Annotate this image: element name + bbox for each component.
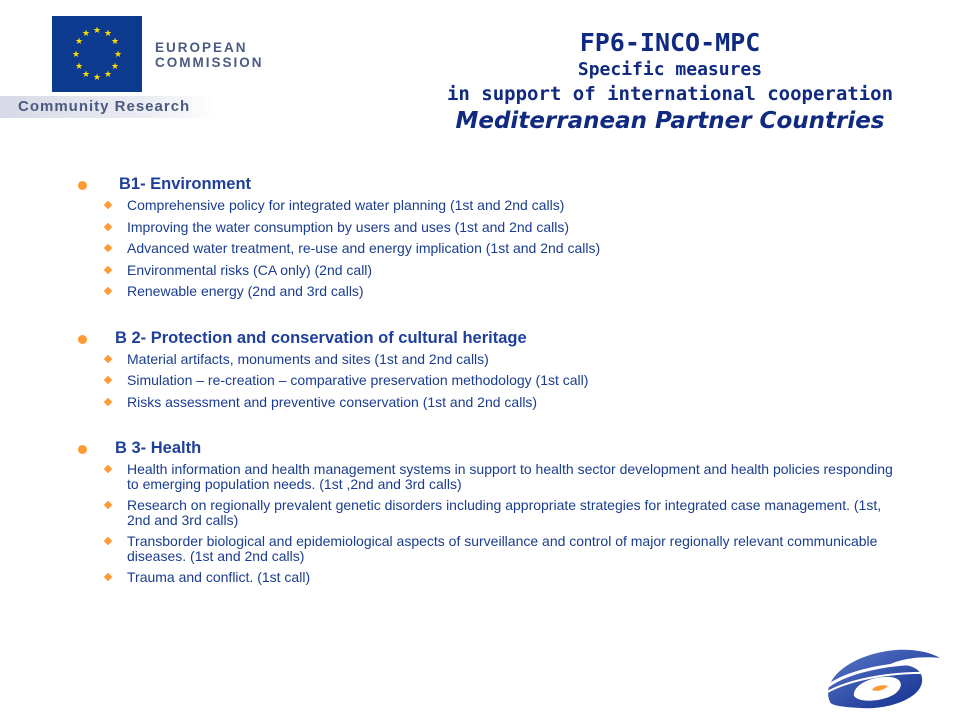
section-b1 — [78, 175, 898, 299]
svg-text:★: ★ — [92, 26, 102, 36]
fp6-logo-icon — [810, 640, 950, 714]
svg-text:★: ★ — [113, 50, 123, 60]
list-item — [105, 462, 898, 491]
section-b2 — [78, 329, 898, 410]
diamond-bullet-icon — [104, 376, 112, 384]
bullet-dot-icon — [78, 445, 87, 454]
list-item-text: Research on regionally prevalent genetic disorders including appropriate strategies for integrated case management. (1st, 2nd and 3rd calls) — [127, 497, 882, 528]
list-item-text: Trauma and conflict. (1st call) — [127, 569, 311, 585]
sub-list — [78, 198, 898, 299]
diamond-bullet-icon — [104, 537, 112, 545]
ec-logo — [0, 0, 264, 125]
ec-logo-text — [155, 40, 264, 70]
diamond-bullet-icon — [104, 501, 112, 509]
svg-text:★: ★ — [103, 70, 113, 80]
diamond-bullet-icon — [104, 244, 112, 252]
svg-text:★: ★ — [103, 29, 113, 39]
list-item-text: Comprehensive policy for integrated water planning (1st and 2nd calls) — [127, 197, 565, 213]
sub-list — [78, 352, 898, 410]
list-item-text: Improving the water consumption by users and uses (1st and 2nd calls) — [127, 218, 570, 235]
list-item-text: Advanced water treatment, re-use and energy implication (1st and 2nd calls) — [127, 240, 601, 256]
section-head — [78, 175, 898, 194]
slide-title — [395, 28, 945, 136]
svg-text:★: ★ — [71, 50, 81, 60]
list-item — [105, 198, 898, 213]
list-item — [105, 395, 898, 410]
title-line-3: in support of international cooperation — [446, 83, 894, 105]
svg-text:★: ★ — [81, 29, 91, 39]
list-item — [105, 263, 898, 278]
list-item — [105, 373, 898, 388]
list-item — [105, 534, 898, 563]
list-item-text: Health information and health management systems in support to health sector development and health policies responding to emerging population needs. (1st ,2nd and 3rd calls) — [127, 461, 893, 492]
ec-logo-line2: COMMISSION — [155, 55, 264, 70]
diamond-bullet-icon — [104, 201, 112, 209]
diamond-bullet-icon — [104, 465, 112, 473]
community-research-text: Community Research — [18, 98, 191, 115]
title-line-1: FP6-INCO-MPC — [579, 28, 761, 57]
section-title: B 2- Protection and conservation of cultural heritage — [115, 328, 527, 347]
bullet-dot-icon — [78, 335, 87, 344]
list-item — [105, 284, 898, 299]
section-b3 — [78, 439, 898, 585]
diamond-bullet-icon — [104, 397, 112, 405]
list-item-text: Environmental risks (CA only) (2nd call) — [127, 261, 373, 278]
slide-content — [78, 175, 898, 615]
diamond-bullet-icon — [104, 222, 112, 230]
svg-text:★: ★ — [74, 37, 84, 47]
title-line-4: Mediterranean Partner Countries — [455, 108, 885, 134]
section-title: B1- Environment — [119, 175, 252, 193]
svg-text:★: ★ — [81, 70, 91, 80]
section-head — [78, 329, 898, 348]
title-line-2: Specific measures — [577, 59, 763, 80]
bullet-dot-icon — [78, 181, 87, 190]
ec-logo-line1: EUROPEAN — [155, 40, 248, 55]
list-item-text: Transborder biological and epidemiological aspects of surveillance and control of major regionally relevant communicable diseases. (1st and 2nd calls) — [127, 533, 878, 564]
diamond-bullet-icon — [104, 354, 112, 362]
diamond-bullet-icon — [104, 573, 112, 581]
list-item — [105, 570, 898, 585]
list-item-text: Renewable energy (2nd and 3rd calls) — [127, 283, 364, 299]
list-item — [105, 220, 898, 235]
svg-text:★: ★ — [74, 62, 84, 72]
diamond-bullet-icon — [104, 265, 112, 273]
list-item-text: Risks assessment and preventive conservation (1st and 2nd calls) — [127, 393, 538, 410]
eu-flag-icon — [52, 16, 142, 92]
list-item — [105, 498, 898, 527]
section-title: B 3- Health — [115, 439, 202, 457]
svg-text:★: ★ — [92, 73, 102, 83]
section-head — [78, 439, 898, 458]
list-item — [105, 241, 898, 256]
list-item-text: Material artifacts, monuments and sites (1st and 2nd calls) — [127, 350, 489, 367]
svg-text:★: ★ — [110, 37, 120, 47]
list-item-text: Simulation – re-creation – comparative preservation methodology (1st call) — [127, 372, 589, 388]
sub-list — [78, 462, 898, 585]
diamond-bullet-icon — [104, 287, 112, 295]
list-item — [105, 352, 898, 367]
svg-text:★: ★ — [110, 62, 120, 72]
